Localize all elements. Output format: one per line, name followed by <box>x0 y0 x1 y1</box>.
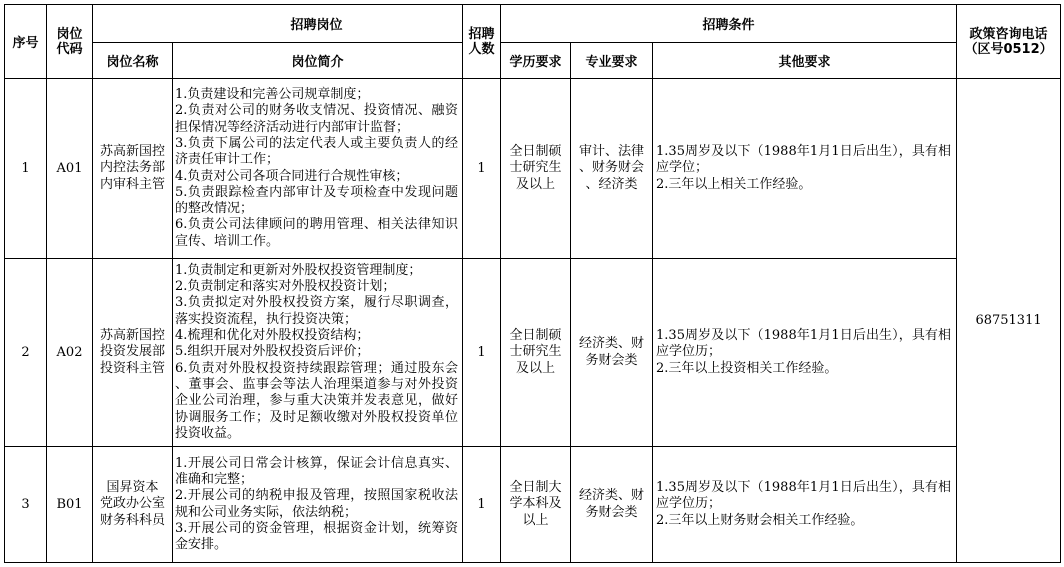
text-line: 1.负责制定和更新对外股权投资管理制度； <box>175 262 422 278</box>
cell-education <box>501 79 571 259</box>
text-line: 2.三年以上投资相关工作经验。 <box>656 360 838 376</box>
text-line: 协调服务工作；及时足额收缴对外股权投资单位 <box>175 409 459 425</box>
text-line: 2.三年以上相关工作经验。 <box>656 176 812 192</box>
header-other: 其他要求 <box>653 43 957 79</box>
text-line: 、经济类 <box>585 176 638 192</box>
text-line: 经济类、财 <box>579 336 645 352</box>
cell-post-intro <box>173 259 463 447</box>
text-line: 政策咨询电话 <box>969 26 1048 42</box>
cell-post-code: B01 <box>47 447 93 563</box>
text-line: 担保情况等经济活动进行内部审计监督； <box>175 119 410 135</box>
text-line: 6.负责对外股权投资持续跟踪管理；通过股东会 <box>175 360 459 376</box>
header-phone <box>957 5 1061 79</box>
text-line: 经济类、财 <box>579 488 645 504</box>
text-line: 1.35周岁及以下（1988年1月1日后出生），具有相 <box>656 144 952 160</box>
cell-post-intro <box>173 447 463 563</box>
text-line: 4.梳理和优化对外股权投资结构； <box>175 328 370 344</box>
text-line: 2.负责制定和落实对外股权投资计划； <box>175 279 396 295</box>
table-row <box>5 79 1061 259</box>
text-line: 6.负责公司法律顾问的聘用管理、相关法律知识 <box>175 217 459 233</box>
text-line: 1.35周岁及以下（1988年1月1日后出生），具有相 <box>656 480 952 496</box>
text-line: 士研究生 <box>509 344 562 360</box>
text-line: 应学位； <box>656 160 709 176</box>
text-line: 审计、法律 <box>579 144 645 160</box>
header-education: 学历要求 <box>501 43 571 79</box>
table-row <box>5 259 1061 447</box>
text-line: 、财务财会 <box>579 160 645 176</box>
cell-post-code: A02 <box>47 259 93 447</box>
header-conditions-group: 招聘条件 <box>501 5 957 43</box>
text-line: 岗位 <box>56 26 83 42</box>
text-line: 务财会类 <box>585 504 638 520</box>
text-line: 企业公司治理，参与重大决策并发表意见，做好 <box>175 393 459 409</box>
table-body <box>5 79 1061 563</box>
recruitment-table <box>4 4 1061 563</box>
text-line: 投资收益。 <box>175 425 241 441</box>
text-line: 5.组织开展对外股权投资后评价； <box>175 344 370 360</box>
text-line: 国昇资本 <box>106 480 159 496</box>
cell-major <box>571 259 653 447</box>
table-row <box>5 447 1061 563</box>
header-row-sub <box>5 43 1061 79</box>
text-line: 内审科主管 <box>99 176 165 192</box>
header-post-code <box>47 5 93 79</box>
text-line: 以上 <box>522 512 549 528</box>
text-line: 投资发展部 <box>99 344 165 360</box>
header-post-intro: 岗位简介 <box>173 43 463 79</box>
text-line: 及以上 <box>516 360 556 376</box>
text-line: 士研究生 <box>509 160 562 176</box>
cell-post-code: A01 <box>47 79 93 259</box>
text-line: 财务科科员 <box>99 512 165 528</box>
text-line: 苏高新国控 <box>99 328 165 344</box>
cell-major <box>571 447 653 563</box>
text-line: 全日制大 <box>509 480 562 496</box>
text-line: 2.三年以上财务财会相关工作经验。 <box>656 512 864 528</box>
cell-other <box>653 79 957 259</box>
cell-post-name <box>93 447 173 563</box>
table-header <box>5 5 1061 79</box>
text-line: 应学位历； <box>656 344 722 360</box>
cell-other <box>653 259 957 447</box>
cell-phone: 68751311 <box>957 79 1061 563</box>
text-line: 2.负责对公司的财务收支情况、投资情况、融资 <box>175 103 459 119</box>
text-line: 3.负责下属公司的法定代表人或主要负责人的经 <box>175 135 459 151</box>
text-line: 人数 <box>468 41 495 57</box>
header-post-group: 招聘岗位 <box>93 5 463 43</box>
cell-other <box>653 447 957 563</box>
text-line: 3.开展公司的资金管理，根据资金计划，统筹资 <box>175 520 459 536</box>
text-line: 党政办公室 <box>99 496 165 512</box>
header-post-name: 岗位名称 <box>93 43 173 79</box>
cell-count: 1 <box>463 259 501 447</box>
cell-post-name <box>93 79 173 259</box>
text-line: （区号0512） <box>964 41 1053 57</box>
text-line: 济责任审计工作； <box>175 152 280 168</box>
cell-major <box>571 79 653 259</box>
text-line: 落实投资流程，执行投资决策； <box>175 311 358 327</box>
text-line: 及以上 <box>516 176 556 192</box>
text-line: 金安排。 <box>175 537 228 553</box>
header-seq: 序号 <box>5 5 47 79</box>
text-line: 全日制硕 <box>509 144 562 160</box>
text-line: 宣传、培训工作。 <box>175 233 280 249</box>
cell-education <box>501 447 571 563</box>
cell-post-intro <box>173 79 463 259</box>
text-line: 1.开展公司日常会计核算，保证会计信息真实、 <box>175 455 459 471</box>
text-line: 3.负责拟定对外股权投资方案，履行尽职调查， <box>175 295 459 311</box>
cell-count: 1 <box>463 79 501 259</box>
text-line: 投资科主管 <box>99 360 165 376</box>
text-line: 、董事会、监事会等法人治理渠道参与对外投资 <box>175 376 459 392</box>
text-line: 1.35周岁及以下（1988年1月1日后出生），具有相 <box>656 328 952 344</box>
text-line: 5.负责跟踪检查内部审计及专项检查中发现问题 <box>175 184 459 200</box>
text-line: 全日制硕 <box>509 328 562 344</box>
text-line: 学本科及 <box>509 496 562 512</box>
cell-seq: 1 <box>5 79 47 259</box>
cell-education <box>501 259 571 447</box>
text-line: 务财会类 <box>585 352 638 368</box>
text-line: 1.负责建设和完善公司规章制度； <box>175 87 370 103</box>
text-line: 招聘 <box>468 26 495 42</box>
text-line: 准确和完整； <box>175 471 254 487</box>
cell-post-name <box>93 259 173 447</box>
text-line: 2.开展公司的纳税申报及管理，按照国家税收法 <box>175 488 459 504</box>
header-count <box>463 5 501 79</box>
text-line: 规和公司业务实际，依法纳税； <box>175 504 358 520</box>
text-line: 内控法务部 <box>99 160 165 176</box>
text-line: 苏高新国控 <box>99 144 165 160</box>
text-line: 的整改情况； <box>175 201 254 217</box>
text-line: 代码 <box>56 41 83 57</box>
cell-count: 1 <box>463 447 501 563</box>
text-line: 应学位历； <box>656 496 722 512</box>
header-row-top <box>5 5 1061 43</box>
text-line: 4.负责对公司各项合同进行合规性审核； <box>175 168 409 184</box>
header-major: 专业要求 <box>571 43 653 79</box>
cell-seq: 2 <box>5 259 47 447</box>
cell-seq: 3 <box>5 447 47 563</box>
